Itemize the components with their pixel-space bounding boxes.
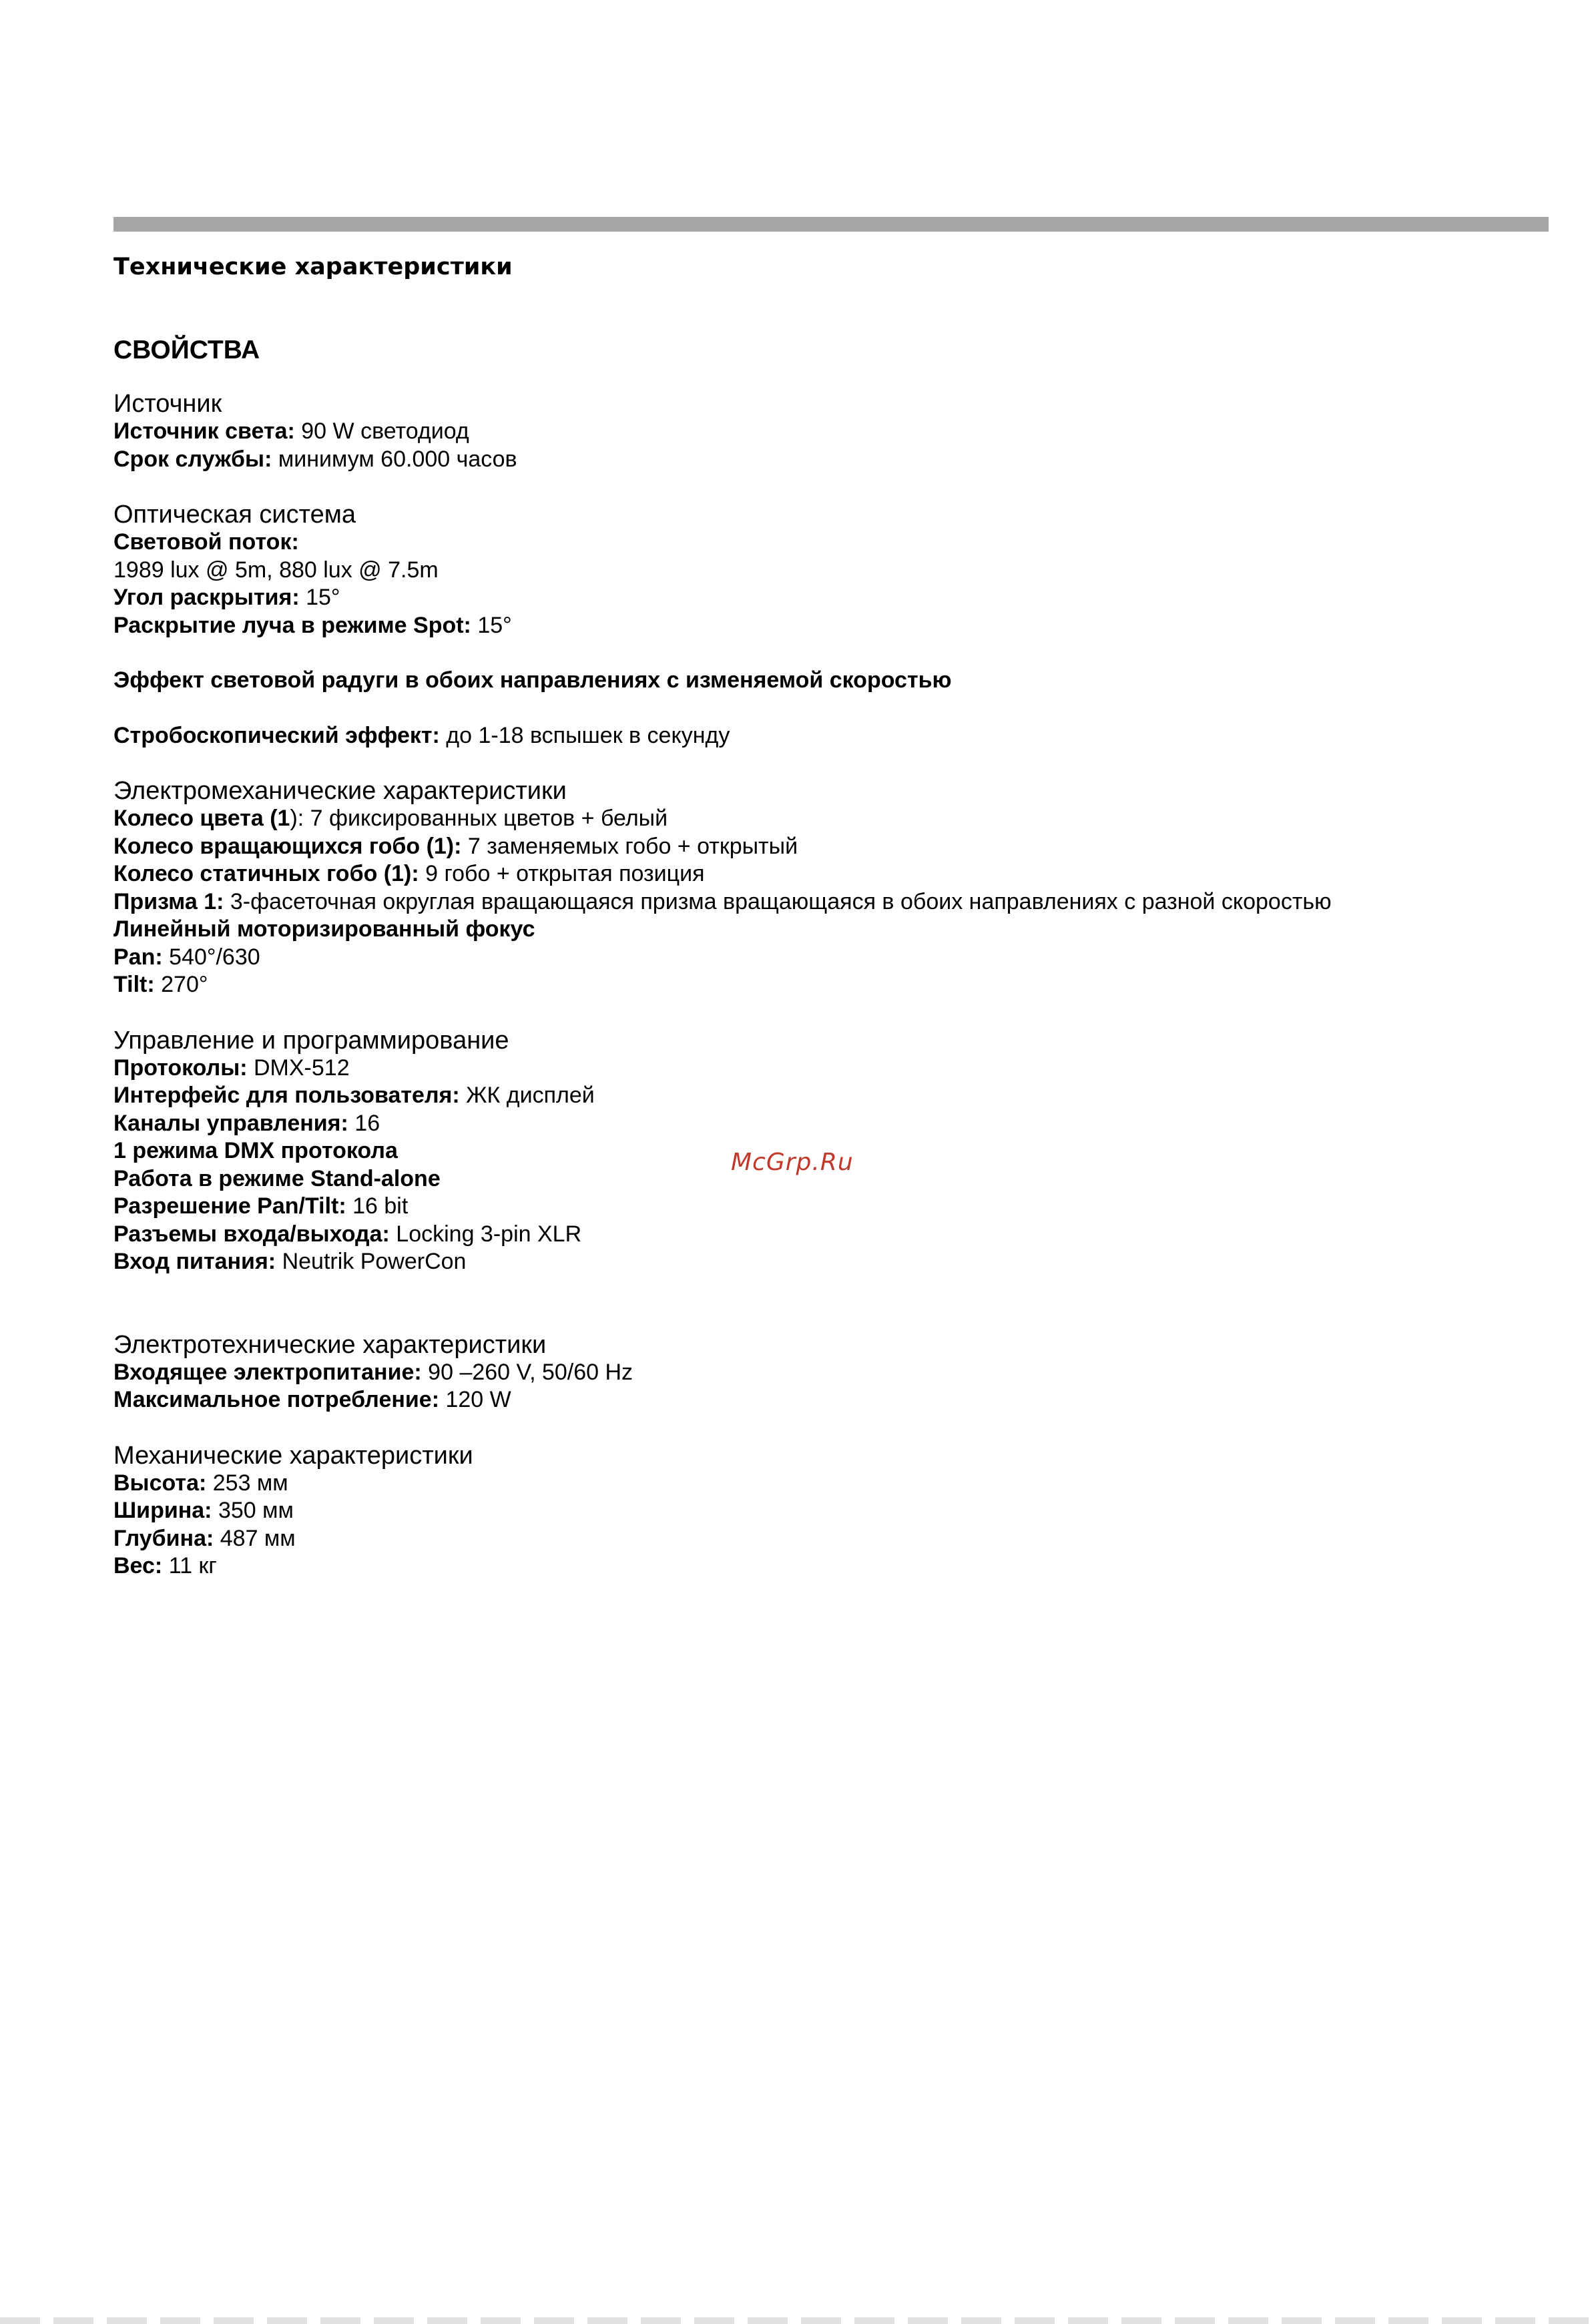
spec-protocols [113,1055,1549,1083]
spec-value: Neutrik PowerCon [276,1249,467,1274]
spec-value: 7 заменяемых гобо + открытый [461,833,798,859]
section-title-electromechanical: Электромеханические характеристики [113,777,567,805]
spec-label: Колесо статичных гобо (1): [113,861,419,886]
spec-tilt [113,971,1549,999]
spec-value: 15° [471,612,512,638]
spec-input-power [113,1359,1549,1387]
spec-value: 11 кг [162,1553,217,1578]
spec-label: Разрешение Pan/Tilt: [113,1193,346,1219]
spec-max-consumption [113,1386,1549,1414]
spec-label: Раскрытие луча в режиме Spot: [113,612,471,638]
section-title-electrical: Электротехнические характеристики [113,1330,547,1359]
spec-value: ЖК дисплей [459,1083,595,1108]
spec-channels [113,1110,1549,1138]
document-title: Технические характеристики [113,254,513,280]
spec-service-life [113,446,1549,474]
spec-label: Протоколы: [113,1055,248,1081]
spec-value: 3-фасеточная округлая вращающаяся призма вращающаяся в обоих направлениях с разной скоростью [224,888,1332,914]
spec-depth [113,1525,1549,1553]
spacer [113,1276,1549,1331]
spec-value: 540°/630 [162,944,260,970]
spec-label: Эффект световой радуги в обоих направлениях с изменяемой скоростью [113,667,952,693]
spec-power-input [113,1248,1549,1276]
spec-value: 15° [299,585,340,610]
spec-value: 270° [154,972,208,997]
spec-label: 1 режима DMX протокола [113,1138,398,1163]
spec-value: до 1-18 вспышек в секунду [439,722,730,748]
spec-width [113,1497,1549,1525]
spec-weight [113,1552,1549,1580]
section-title-control: Управление и программирование [113,1026,509,1055]
spacer [113,1414,1549,1442]
spec-value: минимум 60.000 часов [272,446,517,472]
properties-heading: СВОЙСТВА [113,336,260,364]
spacer [113,999,1549,1027]
spec-connectors [113,1221,1549,1249]
spec-label: Источник света: [113,418,295,444]
spec-rotating-gobo [113,833,1549,861]
spec-label: Колесо цвета (1 [113,806,290,831]
spec-label: Работа в режиме Stand-alone [113,1165,441,1191]
spec-value: 16 bit [346,1193,409,1219]
spacer [113,695,1549,722]
spec-spot-beam [113,612,1549,640]
spec-label: Срок службы: [113,446,272,472]
spec-prism [113,888,1549,916]
spec-resolution [113,1193,1549,1221]
spec-label: Угол раскрытия: [113,585,300,610]
spacer [113,750,1549,777]
section-title-mechanical: Механические характеристики [113,1441,473,1470]
spec-label: Tilt: [113,972,155,997]
spec-value: DMX-512 [247,1055,350,1081]
spec-label: Колесо вращающихся гобо (1): [113,833,462,859]
spacer [113,473,1549,501]
spec-label: Стробоскопический эффект: [113,722,440,748]
spec-value: ): 7 фиксированных цветов + белый [290,806,668,831]
spec-interface [113,1082,1549,1110]
spec-value: 487 мм [214,1525,296,1551]
spec-strobe [113,722,1549,750]
spec-value: 253 мм [206,1470,288,1496]
spec-value: 90 W светодиод [294,418,469,444]
spec-height [113,1470,1549,1498]
spec-label: Высота: [113,1470,207,1496]
spec-label: Световой поток: [113,529,299,555]
spec-rainbow-effect [113,667,1549,695]
spec-value: Locking 3-pin XLR [389,1221,582,1247]
spacer [113,639,1549,667]
watermark-link[interactable]: McGrp.Ru [731,1149,854,1176]
spec-label: Линейный моторизированный фокус [113,916,535,942]
page-bottom-edge [0,2317,1590,2324]
section-title-optics: Оптическая система [113,501,356,529]
spec-label: Максимальное потребление: [113,1387,440,1412]
spec-value: 16 [348,1110,380,1136]
spec-label: Pan: [113,944,163,970]
spec-beam-angle [113,584,1549,612]
spec-label: Вес: [113,1553,163,1578]
spec-label: Разъемы входа/выхода: [113,1221,390,1247]
spec-focus [113,916,1549,944]
spec-static-gobo [113,860,1549,888]
header-rule [113,217,1549,232]
spec-label: Интерфейс для пользователя: [113,1083,460,1108]
spec-value: 9 гобо + открытая позиция [419,861,705,886]
spec-label: Призма 1: [113,888,224,914]
spec-value: 120 W [439,1387,511,1412]
spec-content [113,390,1549,1580]
spec-label: Входящее электропитание: [113,1359,422,1385]
spec-label: Глубина: [113,1525,214,1551]
spec-label: Каналы управления: [113,1110,348,1136]
spec-luminous-flux-label [113,529,1549,557]
section-title-source: Источник [113,390,222,418]
spec-value: 90 –260 V, 50/60 Hz [421,1359,633,1385]
spec-luminous-flux-value: 1989 lux @ 5m, 880 lux @ 7.5m [113,557,439,583]
spec-value: 350 мм [212,1498,294,1523]
spec-light-source [113,418,1549,446]
spec-color-wheel [113,805,1549,833]
spec-label: Вход питания: [113,1249,276,1274]
spec-pan [113,944,1549,972]
spec-label: Ширина: [113,1498,212,1523]
